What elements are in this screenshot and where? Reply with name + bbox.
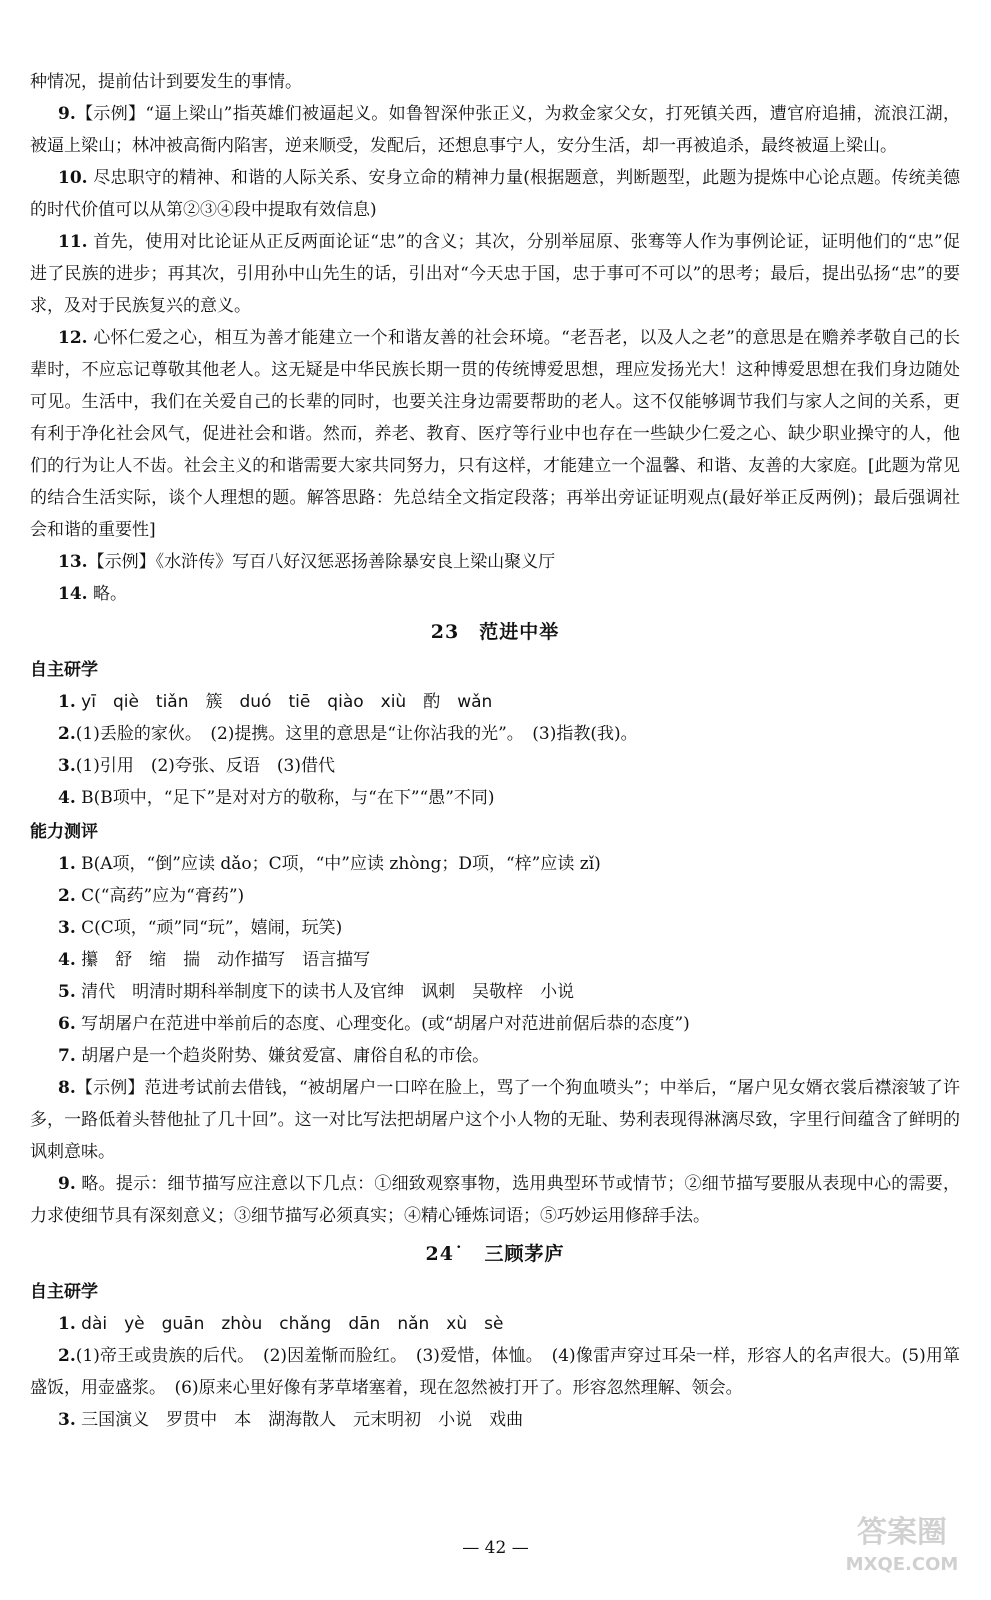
item-number: 9. [58,1174,76,1194]
item-number: 2. [58,886,76,906]
item-number: 9. [58,104,76,124]
watermark-text-bottom: MXQE.COM [845,1554,959,1575]
item-number: 12. [58,328,88,348]
answer-item-12 [30,322,960,546]
item-number: 2. [58,1346,76,1366]
item-text: 略。 [92,584,127,604]
item-number: 13. [58,552,88,572]
item-text: 【示例】《水浒传》写百八好汉惩恶扬善除暴安良上梁山聚义厅 [87,552,556,572]
item-number: 7. [58,1046,76,1066]
item-number: 1. [58,1314,76,1334]
item-text: (1)引用 (2)夸张、反语 (3)借代 [75,756,335,776]
item-text: C(C项，“顽”同“玩”，嬉闹，玩笑) [81,918,343,938]
item-number: 3. [58,1410,76,1430]
subsection-title: 能力测评 [30,822,98,842]
answer-item-14 [30,578,960,610]
answer-item [30,944,960,976]
answer-item [30,686,960,718]
answer-item [30,1040,960,1072]
item-text: 首先，使用对比论证从正反两面论证“忠”的含义；其次，分别举屈原、张骞等人作为事例论证，证明他们的“忠”促进了民族的进步；再其次，引用孙中山先生的话，引出对“今天忠于国，忠于事可不可以”的思考；最后，提出弘扬“忠”的要求，及对于民族复兴的意义。 [30,232,960,316]
answer-item [30,976,960,1008]
item-number: 10. [58,168,88,188]
page-number: — 42 — [462,1538,529,1558]
item-text: C(“高药”应为“膏药”) [81,886,245,906]
subsection-title: 自主研学 [30,1282,98,1302]
answer-item [30,718,960,750]
item-text: dài yè guān zhòu chǎng dān nǎn xù sè [81,1314,504,1334]
watermark-logo [827,1508,977,1578]
item-number: 1. [58,692,76,712]
item-text: B(A项，“倒”应读 dǎo；C项，“中”应读 zhòng；D项，“梓”应读 zǐ) [81,854,601,874]
item-text: 【示例】“逼上梁山”指英雄们被逼起义。如鲁智深仲张正义，为救金家父女，打死镇关西，遭官府追捕，流浪江湖，被逼上梁山；林冲被高衙内陷害，逆来顺受，发配后，还想息事宁人，安分生活，却一再被追杀，最终被逼上梁山。 [30,104,960,156]
item-number: 5. [58,982,76,1002]
item-text: 清代 明清时期科举制度下的读书人及官绅 讽刺 吴敬梓 小说 [81,982,575,1002]
item-number: 8. [58,1078,76,1098]
item-number: 2. [58,724,76,744]
section-title-23: 23 范进中举 [430,621,560,643]
subsection-title: 自主研学 [30,660,98,680]
answer-item-10 [30,162,960,226]
item-text: (1)帝王或贵族的后代。 (2)因羞惭而脸红。 (3)爱惜，体恤。 (4)像雷声穿过耳朵一样，形容人的名声很大。(5)用箪盛饭，用壶盛浆。 (6)原来心里好像有茅草堵塞着，现在忽然被打开了。形容忽然理解、领会。 [30,1346,960,1398]
item-number: 11. [58,232,88,252]
item-number: 3. [58,756,76,776]
answer-item [30,782,960,814]
continued-line: 种情况，提前估计到要发生的事情。 [30,72,302,92]
item-number: 4. [58,788,76,808]
answer-item [30,1340,960,1404]
answer-item [30,848,960,880]
item-text: 写胡屠户在范进中举前后的态度、心理变化。(或“胡屠户对范进前倨后恭的态度”) [81,1014,690,1034]
item-number: 4. [58,950,76,970]
answer-item [30,880,960,912]
answer-item [30,1168,960,1232]
item-text: (1)丢脸的家伙。 (2)提携。这里的意思是“让你沾我的光”。 (3)指教(我)。 [75,724,638,744]
answer-item [30,750,960,782]
item-text: 三国演义 罗贯中 本 湖海散人 元末明初 小说 戏曲 [81,1410,524,1430]
page-content [30,66,960,1436]
item-text: yī qiè tiǎn 簇 duó tiē qiào xiù 酌 wǎn [81,692,493,712]
answer-item-13 [30,546,960,578]
item-text: 攥 舒 缩 揣 动作描写 语言描写 [81,950,371,970]
answer-item [30,1404,960,1436]
item-text: 心怀仁爱之心，相互为善才能建立一个和谐友善的社会环境。“老吾老，以及人之老”的意思是在赡养孝敬自己的长辈时，不应忘记尊敬其他老人。这无疑是中华民族长期一贯的传统博爱思想，理应发扬光大！这种博爱思想在我们身边随处可见。生活中，我们在关爱自己的长辈的同时，也要关注身边需要帮助的老人。这不仅能够调节我们与家人之间的关系，更有利于净化社会风气，促进社会和谐。然而，养老、教育、医疗等行业中也存在一些缺少仁爱之心、缺少职业操守的人，他们的行为让人不齿。社会主义的和谐需要大家共同努力，只有这样，才能建立一个温馨、和谐、友善的大家庭。[此题为常见的结合生活实际，谈个人理想的题。解答思路：先总结全文指定段落；再举出旁证证明观点(最好举正反两例)；最后强调社会和谐的重要性] [30,328,960,540]
answer-item [30,1072,960,1168]
section-title-24: 24˙ 三顾茅庐 [425,1243,565,1265]
answer-item [30,1008,960,1040]
item-text: B(B项中，“足下”是对对方的敬称，与“在下”“愚”不同) [81,788,495,808]
item-text: 胡屠户是一个趋炎附势、嫌贫爱富、庸俗自私的市侩。 [81,1046,490,1066]
item-number: 6. [58,1014,76,1034]
item-text: 尽忠职守的精神、和谐的人际关系、安身立命的精神力量(根据题意，判断题型，此题为提炼中心论点题。传统美德的时代价值可以从第②③④段中提取有效信息) [30,168,960,220]
item-number: 3. [58,918,76,938]
watermark-text-top: 答案圈 [857,1515,947,1550]
item-text: 略。提示：细节描写应注意以下几点：①细致观察事物，选用典型环节或情节；②细节描写要服从表现中心的需要，力求使细节具有深刻意义；③细节描写必须真实；④精心锤炼词语；⑤巧妙运用修辞手法。 [30,1174,960,1226]
answer-item [30,1308,960,1340]
answer-item [30,912,960,944]
answer-item-11 [30,226,960,322]
answer-item-9 [30,98,960,162]
item-number: 14. [58,584,88,604]
item-text: 【示例】范进考试前去借钱，“被胡屠户一口啐在脸上，骂了一个狗血喷头”；中举后，“屠户见女婿衣裳后襟滚皱了许多，一路低着头替他扯了几十回”。这一对比写法把胡屠户这个小人物的无耻、势利表现得淋漓尽致，字里行间蕴含了鲜明的讽刺意味。 [30,1078,960,1162]
item-number: 1. [58,854,76,874]
